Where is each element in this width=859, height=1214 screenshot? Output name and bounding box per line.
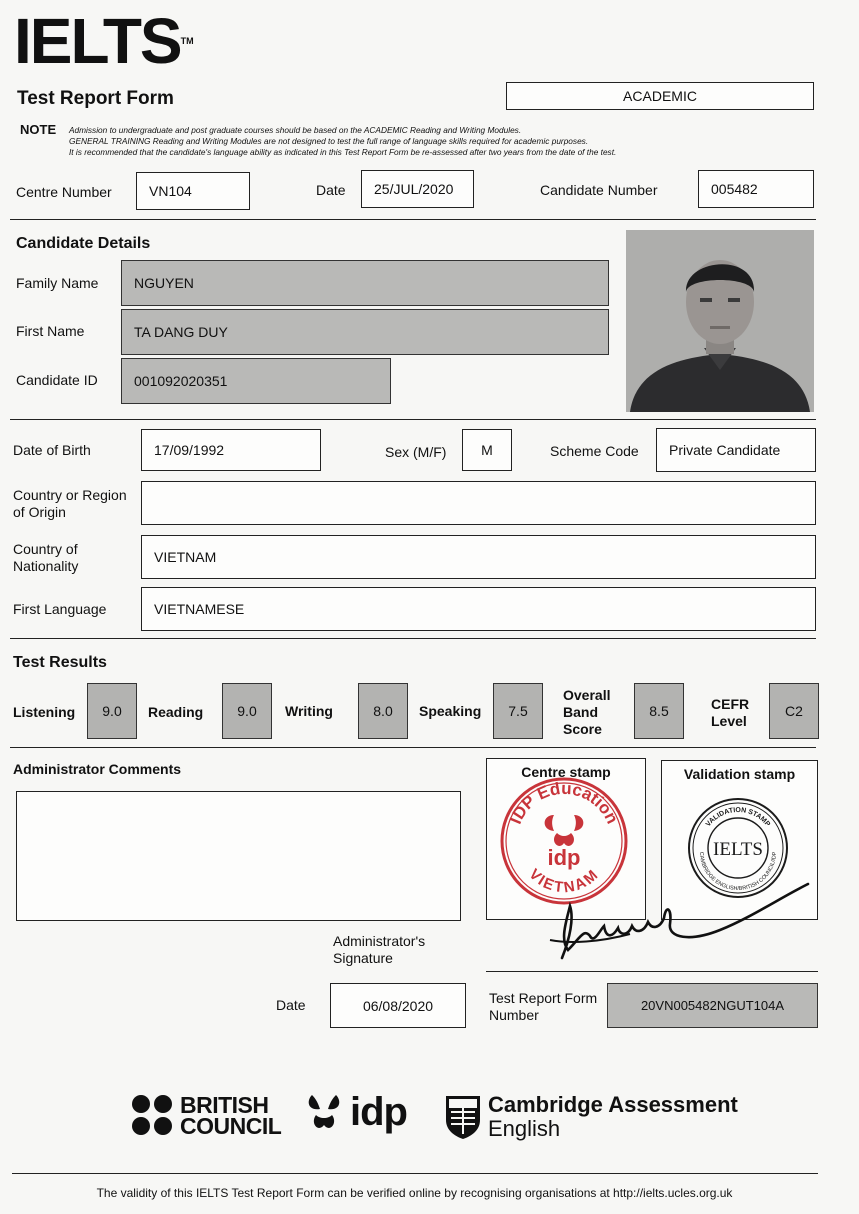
idp-logo-text: idp bbox=[350, 1090, 407, 1134]
origin-label bbox=[13, 487, 127, 521]
verification-note: The validity of this IELTS Test Report Form can be verified online by recognising organisations at http://ielts.ucles.org.uk bbox=[96, 1186, 733, 1200]
centre-stamp-label: Centre stamp bbox=[521, 764, 611, 780]
cefr-label-line: CEFR bbox=[711, 696, 750, 712]
divider bbox=[10, 638, 816, 639]
reading-score: 9.0 bbox=[222, 683, 272, 739]
origin-label-line: Country or Region bbox=[13, 487, 127, 503]
cefr-label-line: Level bbox=[711, 713, 747, 729]
candidate-details-title: Candidate Details bbox=[16, 235, 151, 252]
first-name-label: First Name bbox=[16, 323, 85, 339]
centre-number-label: Centre Number bbox=[16, 184, 112, 200]
british-council-line: COUNCIL bbox=[180, 1113, 282, 1139]
reading-label: Reading bbox=[148, 704, 204, 720]
origin-label-line: of Origin bbox=[13, 504, 66, 520]
family-name-label: Family Name bbox=[16, 275, 99, 291]
cambridge-logo bbox=[444, 1093, 738, 1141]
test-date-field: 25/JUL/2020 bbox=[361, 170, 474, 208]
speaking-score: 7.5 bbox=[493, 683, 543, 739]
validation-stamp-ring-text: VALIDATION STAMP bbox=[704, 806, 772, 829]
listening-label: Listening bbox=[13, 704, 76, 720]
signature-label-line: Administrator's bbox=[333, 933, 426, 949]
administrator-signature bbox=[540, 878, 820, 970]
cefr-level: C2 bbox=[769, 683, 819, 739]
first-language-label: First Language bbox=[13, 601, 107, 617]
scheme-code-label: Scheme Code bbox=[550, 443, 639, 459]
candidate-portrait bbox=[626, 230, 814, 412]
form-title: Test Report Form bbox=[17, 88, 174, 109]
cambridge-line: English bbox=[488, 1116, 561, 1141]
test-results-title: Test Results bbox=[13, 654, 107, 671]
test-date-label: Date bbox=[316, 182, 346, 198]
idp-leaf-icon bbox=[306, 1091, 348, 1135]
cefr-label bbox=[711, 696, 749, 730]
overall-band-score: 8.5 bbox=[634, 683, 684, 739]
origin-field bbox=[141, 481, 816, 525]
centre-number-field: VN104 bbox=[136, 172, 250, 210]
ielts-logo-text: IELTS bbox=[14, 5, 181, 77]
ielts-logo bbox=[14, 5, 194, 77]
nationality-label bbox=[13, 541, 78, 575]
trf-number-label bbox=[489, 990, 597, 1024]
candidate-id-label: Candidate ID bbox=[16, 372, 98, 388]
signature-label-line: Signature bbox=[333, 950, 393, 966]
overall-label-line: Band bbox=[563, 704, 598, 720]
idp-stamp-logo: idp bbox=[547, 845, 581, 870]
footer-divider bbox=[12, 1173, 818, 1174]
note-line: GENERAL TRAINING Reading and Writing Modules are not designed to test the full range of language skills required for academic purposes. bbox=[69, 136, 589, 146]
writing-score: 8.0 bbox=[358, 683, 408, 739]
validation-stamp-bottom-text: CAMBRIDGE ENGLISH/BRITISH COUNCIL/IDP bbox=[697, 851, 779, 893]
first-name-field: TA DANG DUY bbox=[121, 309, 609, 355]
candidate-number-label: Candidate Number bbox=[540, 182, 658, 198]
candidate-id-field: 001092020351 bbox=[121, 358, 391, 404]
overall-band-label bbox=[563, 687, 610, 738]
scheme-code-field: Private Candidate bbox=[656, 428, 816, 472]
nationality-label-line: Country of bbox=[13, 541, 78, 557]
sex-label: Sex (M/F) bbox=[385, 444, 447, 460]
first-language-field: VIETNAMESE bbox=[141, 587, 816, 631]
admin-signature-label bbox=[333, 933, 425, 967]
admin-comments-field bbox=[16, 791, 461, 921]
candidate-number-field: 005482 bbox=[698, 170, 814, 208]
cambridge-shield-icon bbox=[444, 1094, 482, 1140]
dob-field: 17/09/1992 bbox=[141, 429, 321, 471]
british-council-logo bbox=[131, 1094, 281, 1138]
trf-label-line: Number bbox=[489, 1007, 539, 1023]
admin-comments-label: Administrator Comments bbox=[13, 761, 182, 777]
candidate-photo bbox=[626, 230, 814, 412]
note-line: Admission to undergraduate and post graduate courses should be based on the ACADEMIC Reading and Writing Modules. bbox=[69, 125, 522, 135]
nationality-label-line: Nationality bbox=[13, 558, 79, 574]
overall-label-line: Overall bbox=[563, 687, 611, 703]
dob-label: Date of Birth bbox=[13, 442, 91, 458]
idp-logo bbox=[306, 1090, 407, 1135]
admin-date-field: 06/08/2020 bbox=[330, 983, 466, 1028]
overall-label-line: Score bbox=[563, 721, 602, 737]
note-text bbox=[69, 125, 759, 158]
idp-stamp-top-text: IDP Education bbox=[505, 778, 622, 827]
note-label: NOTE bbox=[20, 122, 57, 137]
writing-label: Writing bbox=[285, 703, 333, 719]
admin-date-label: Date bbox=[276, 997, 306, 1013]
divider bbox=[10, 419, 816, 420]
trf-number-field: 20VN005482NGUT104A bbox=[607, 983, 818, 1028]
family-name-field: NGUYEN bbox=[121, 260, 609, 306]
validation-stamp-center-text: IELTS bbox=[713, 839, 763, 860]
divider bbox=[10, 219, 816, 220]
idp-stamp-bottom-text: VIETNAM bbox=[525, 865, 603, 897]
module-field: ACADEMIC bbox=[506, 82, 814, 110]
nationality-field: VIETNAM bbox=[141, 535, 816, 579]
listening-score: 9.0 bbox=[87, 683, 137, 739]
british-council-dots-icon bbox=[131, 1094, 175, 1138]
validation-stamp-label: Validation stamp bbox=[683, 766, 796, 782]
cambridge-line: Cambridge Assessment bbox=[488, 1092, 738, 1117]
british-council-line: BRITISH bbox=[180, 1092, 269, 1118]
note-line: It is recommended that the candidate's language ability as indicated in this Test Report Form be re-assessed after two years from the date of the test. bbox=[69, 147, 617, 157]
svg-text:IDP Education bbox=[506, 779, 622, 827]
speaking-label: Speaking bbox=[419, 703, 482, 719]
divider bbox=[10, 747, 816, 748]
sex-field: M bbox=[462, 429, 512, 471]
divider bbox=[486, 971, 818, 972]
trf-label-line: Test Report Form bbox=[489, 990, 598, 1006]
trademark-mark: TM bbox=[180, 36, 194, 46]
